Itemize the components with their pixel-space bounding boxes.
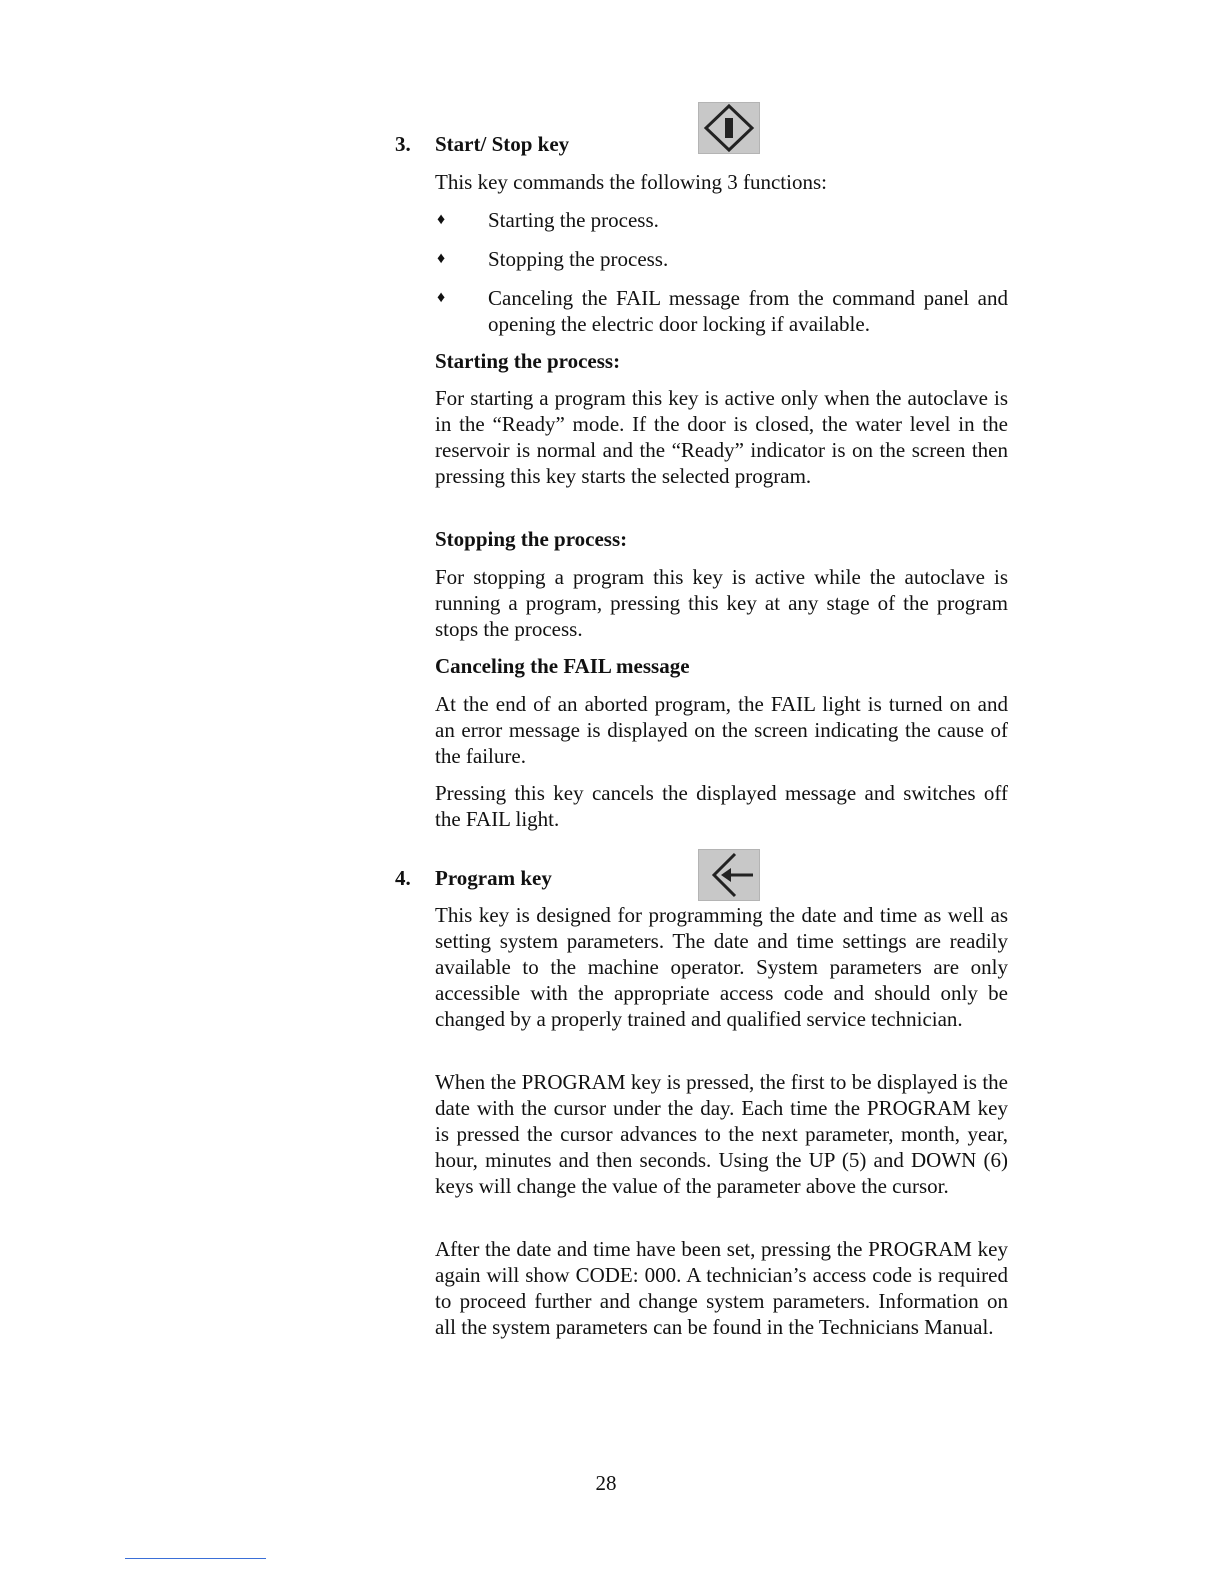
bullet-diamond-icon: ♦ (437, 289, 446, 306)
canceling-text-1: At the end of an aborted program, the FAIL light is turned on and an error message is displayed on the screen indicating the cause of the failure. (435, 692, 1008, 768)
bullet-diamond-icon: ♦ (437, 250, 446, 267)
section-4-number: 4. (395, 866, 411, 890)
canceling-text-2: Pressing this key cancels the displayed message and switches off the FAIL light. (435, 781, 1008, 831)
canceling-heading: Canceling the FAIL message (435, 654, 690, 678)
program-key-icon (698, 849, 760, 901)
program-para-3: After the date and time have been set, pressing the PROGRAM key again will show CODE: 000. A technician’s access code is required to proceed further and change system parameters. Information on all the system parameters can be found in the Technicians Manual. (435, 1237, 1008, 1339)
footnote-separator (125, 1558, 266, 1559)
program-para-2: When the PROGRAM key is pressed, the first to be displayed is the date with the cursor under the day. Each time the PROGRAM key is pressed the cursor advances to the next parameter, month, year, hour, minutes and then seconds. Using the UP (5) and DOWN (6) keys will change the value of the parameter above the cursor. (435, 1070, 1008, 1198)
bullet-item: Stopping the process. (488, 247, 669, 271)
section-3-intro: This key commands the following 3 functions: (435, 170, 827, 194)
section-3-number: 3. (395, 132, 411, 156)
program-para-1: This key is designed for programming the date and time as well as setting system parameters. The date and time settings are readily available to the machine operator. System parameters are only accessible with the appropriate access code and should only be changed by a properly trained and qualified service technician. (435, 903, 1008, 1031)
bullet-diamond-icon: ♦ (437, 211, 446, 228)
stopping-heading: Stopping the process: (435, 527, 628, 551)
starting-text: For starting a program this key is active only when the autoclave is in the “Ready” mode. If the door is closed, the water level in the reservoir is normal and the “Ready” indicator is on the screen then pressing this key starts the selected program. (435, 386, 1008, 488)
section-3-title: Start/ Stop key (435, 132, 570, 156)
bullet-item: Canceling the FAIL message from the command panel and opening the electric door locking if available. (488, 286, 1008, 336)
starting-heading: Starting the process: (435, 349, 621, 373)
page-number: 28 (595, 1471, 617, 1495)
bullet-item: Starting the process. (488, 208, 659, 232)
stopping-text: For stopping a program this key is active while the autoclave is running a program, pressing this key at any stage of the program stops the process. (435, 565, 1008, 641)
start-stop-key-icon (698, 102, 760, 154)
section-4-title: Program key (435, 866, 552, 890)
